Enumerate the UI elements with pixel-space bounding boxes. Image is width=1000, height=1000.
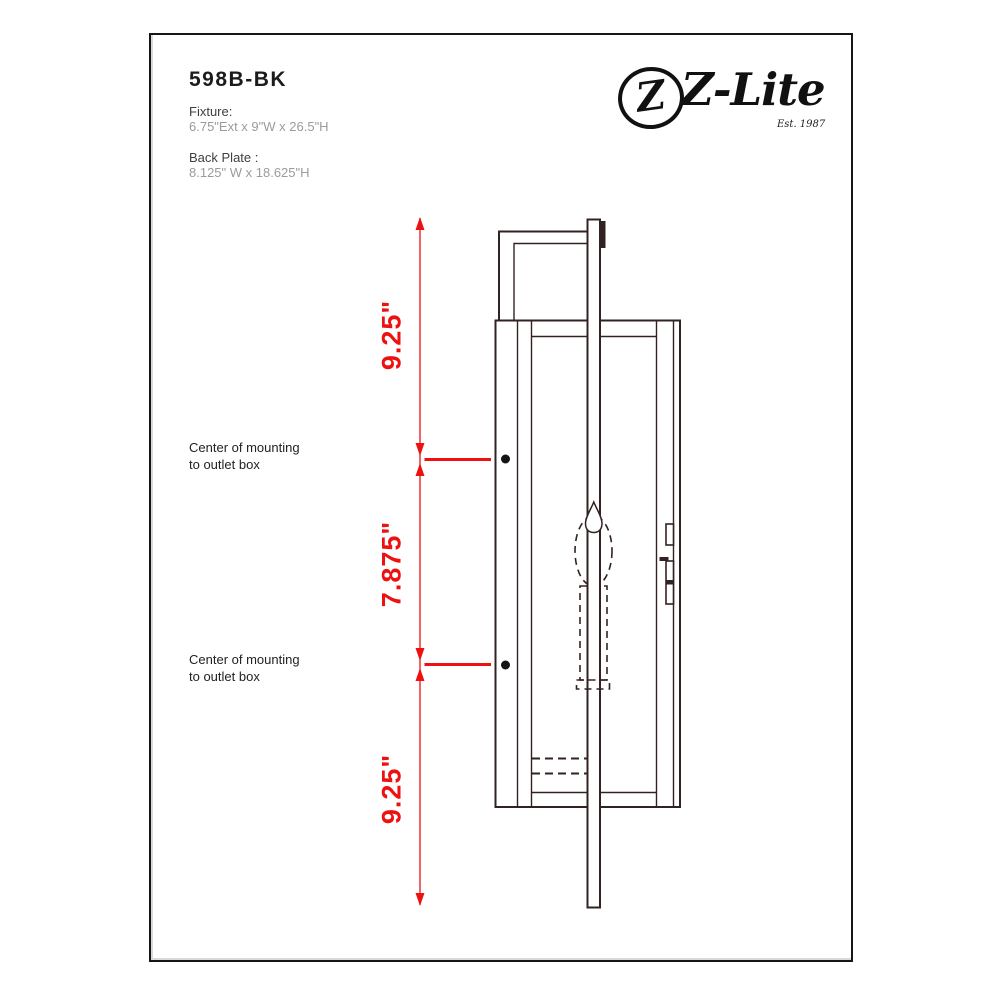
door-latch (660, 524, 675, 604)
backplate-dimensions: 8.125" W x 18.625"H (189, 165, 310, 180)
mounting-screw-bottom (501, 661, 510, 670)
logo-established: Est. 1987 (777, 119, 826, 130)
mounting-screws (501, 455, 510, 670)
mounting-note-bottom (189, 651, 300, 685)
spec-sheet-page (149, 33, 853, 962)
mounting-note-line1: Center of mounting (189, 440, 300, 455)
fixture-label: Fixture: (189, 104, 233, 119)
mounting-note-line1: Center of mounting (189, 652, 300, 667)
dimension-top: 9.25" (376, 299, 407, 371)
dimension-middle: 7.875" (376, 520, 407, 608)
mounting-screw-top (501, 455, 510, 464)
fixture-side-view-drawing (151, 35, 853, 962)
dimension-bottom: 9.25" (376, 753, 407, 825)
fixture-dimensions: 6.75"Ext x 9"W x 26.5"H (189, 119, 329, 134)
logo-brand-name: Z-Lite (681, 63, 825, 116)
backplate-label: Back Plate : (189, 150, 259, 165)
logo-monogram: Z (632, 70, 669, 122)
dimension-lines (416, 217, 492, 906)
mounting-note-line2: to outlet box (189, 669, 260, 684)
model-number: 598B-BK (189, 68, 288, 91)
mounting-note-top (189, 439, 300, 473)
mounting-note-line2: to outlet box (189, 457, 260, 472)
vertical-rod (588, 220, 601, 908)
